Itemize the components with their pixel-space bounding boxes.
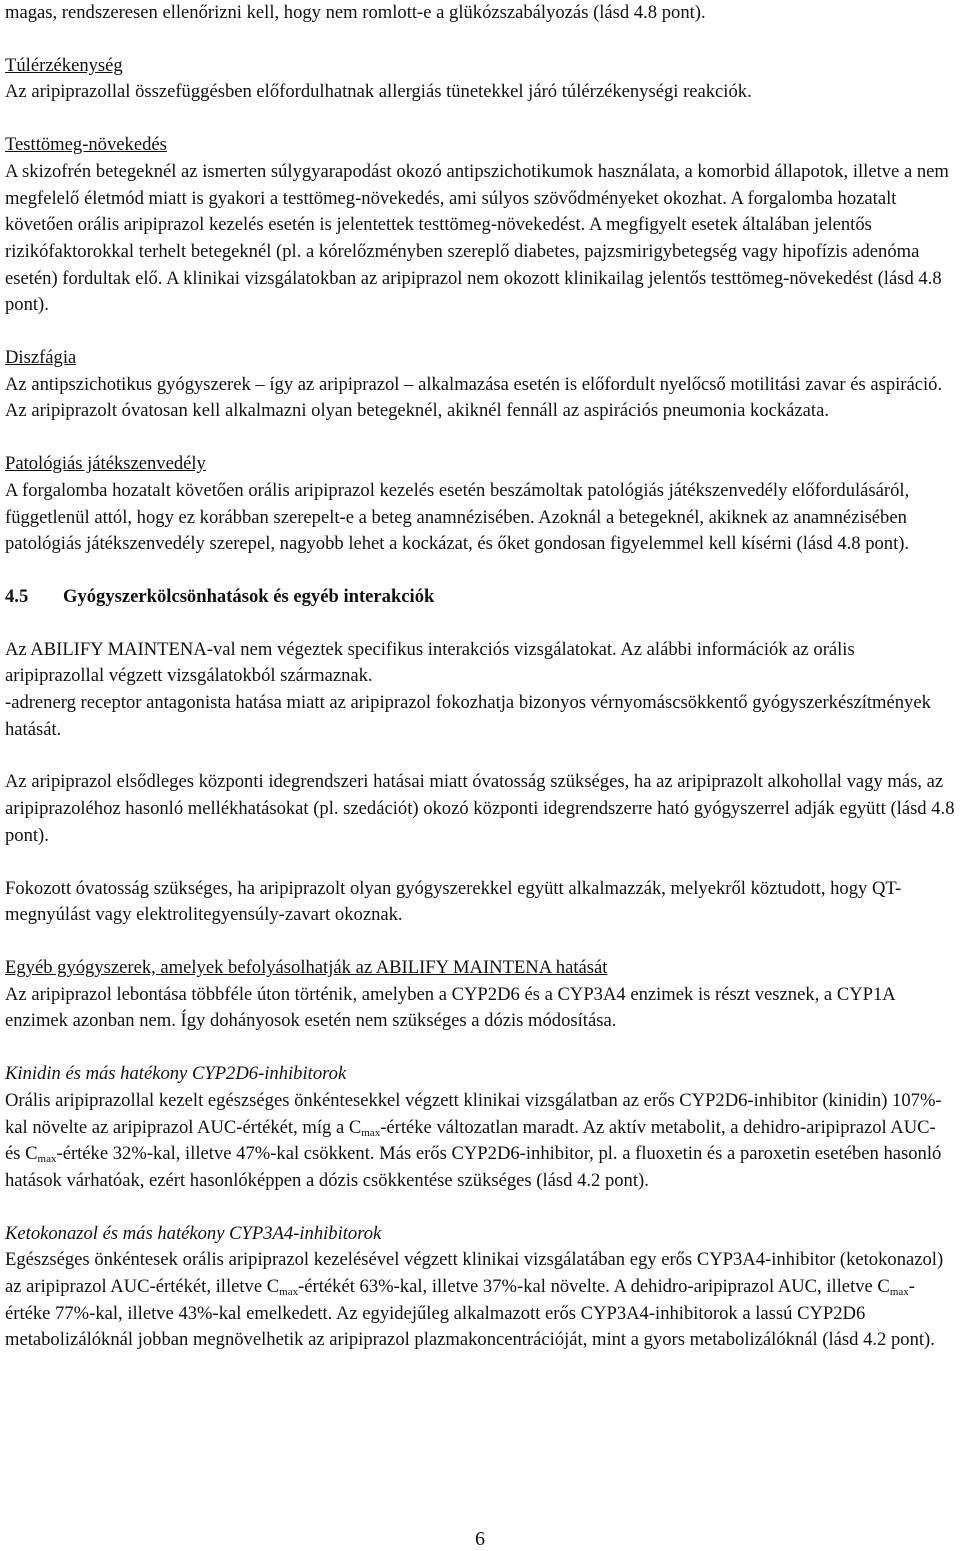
weight-gain-heading: Testtömeg-növekedés: [5, 134, 167, 156]
gambling-text: A forgalomba hozatalt követően orális aripiprazol kezelés esetén beszámoltak patológiás játékszenvedély előfordulásáról, függetlenül attól, hogy ez korábban szerepelt-e a beteg anamnézisében. Azoknál a betegeknél, akiknek az anamnézisében patológiás játékszenvedély szerepel, nagyobb lehet a kockázat, és őket gondosan figyelemmel kell kísérni (lásd 4.8 pont).: [5, 479, 910, 555]
ketoconazole-text: [5, 1247, 955, 1354]
kinidin-heading: Kinidin és más hatékony CYP2D6-inhibitorok: [5, 1063, 347, 1085]
hypersensitivity-text: Az aripiprazollal összefüggésben előfordulhatnak allergiás tünetekkel járó túlérzékenységi reakciók.: [5, 81, 752, 103]
kinidin-text-part-1: Orális aripiprazollal kezelt egészséges önkéntesekkel végzett klinikai vizsgálatban az erős CYP2D6-inhibitor (kinidin) 107%-kal növelte az aripiprazol AUC-értékét, míg a C: [5, 1089, 942, 1138]
cmax-subscript: max: [279, 1286, 299, 1299]
interaction-paragraph-2: Az aripiprazol elsődleges központi idegrendszeri hatásai miatt óvatosság szükséges, ha az aripiprazolt alkohollal vagy más, az aripiprazoléhoz hasonló mellékhatásokat (pl. szedációt) okozó központi idegrendszerre ható gyógyszerrel adják együtt (lásd 4.8 pont).: [5, 771, 955, 846]
page-number: 6: [475, 1528, 485, 1550]
section-title: Gyógyszerkölcsönhatások és egyéb interakciók: [63, 585, 435, 607]
other-drugs-heading: Egyéb gyógyszerek, amelyek befolyásolhatják az ABILIFY MAINTENA hatását: [5, 956, 608, 978]
keto-text-part-1: Egészséges önkéntesek orális aripiprazol kezelésével végzett klinikai vizsgálatában egy erős CYP3A4-inhibitor (ketokonazol) az aripiprazol AUC-értékét, illetve C: [5, 1249, 944, 1298]
dysphagia-heading: Diszfágia: [5, 347, 77, 369]
hypersensitivity-heading: Túlérzékenység: [5, 54, 123, 76]
section-number: 4.5: [5, 585, 29, 607]
section-heading: [5, 584, 955, 611]
top-line: magas, rendszeresen ellenőrizni kell, hogy nem romlott-e a glükózszabályozás (lásd 4.8 pont).: [5, 2, 706, 23]
keto-text-part-3: -értéke 77%-kal, illetve 43%-kal emelkedett. Az egyidejűleg alkalmazott erős CYP3A4-inhibitorok a lassú CYP2D6 metabolizálóknál jobban megnövelhetik az aripiprazol plazmakoncentrációját, mint a gyors metabolizálóknál (lásd 4.2 pont).: [5, 1276, 935, 1351]
kinidin-text-part-2: -értéke változatlan maradt. Az aktív metabolit, a dehidro-aripiprazol AUC- és C: [5, 1116, 936, 1165]
cmax-subscript: max: [361, 1126, 381, 1139]
keto-text-part-2: -értékét 63%-kal, illetve 37%-kal növelte. A dehidro-aripiprazol AUC, illetve C: [298, 1276, 890, 1298]
cmax-subscript: max: [889, 1286, 909, 1299]
ketoconazole-heading: Ketokonazol és más hatékony CYP3A4-inhibitorok: [5, 1222, 382, 1244]
kinidin-text-part-3: -értéke 32%-kal, illetve 47%-kal csökkent. Más erős CYP2D6-inhibitor, pl. a fluoxetin és a paroxetin esetében hasonló hatások várhatóak, ezért hasonlóképpen a dózis csökkentése szükséges (lásd 4.2 pont).: [5, 1143, 942, 1191]
interaction-paragraph-3: Fokozott óvatosság szükséges, ha aripiprazolt olyan gyógyszerekkel együtt alkalmazzák, melyekről köztudott, hogy QT-megnyúlást vagy elektrolitegyensúly-zavart okoznak.: [5, 877, 902, 926]
document-page: [5, 0, 955, 1354]
weight-gain-text: A skizofrén betegeknél az ismerten súlygyarapodást okozó antipszichotikumok használata, a komorbid állapotok, illetve a nem megfelelő életmód miatt is gyakori a testtömeg-növekedés, ami súlyos szövődményeket okozhat. A forgalomba hozatalt követően orális aripiprazol kezelés esetén is jelentettek testtömeg-növekedést. A megfigyelt esetek általában jelentős rizikófaktorokkal terhelt betegeknél (pl. a kórelőzményben szereplő diabetes, pajzsmirigybetegség vagy hipofízis adenóma esetén) fordultak elő. A klinikai vizsgálatokban az aripiprazol nem okozott klinikailag jelentős testtömeg-növekedést (lásd 4.8 pont).: [5, 160, 949, 316]
kinidin-text: [5, 1088, 955, 1195]
gambling-heading: Patológiás játékszenvedély: [5, 453, 206, 475]
cmax-subscript: max: [37, 1153, 57, 1166]
interaction-paragraph-1b: -adrenerg receptor antagonista hatása miatt az aripiprazol fokozhatja bizonyos vérnyomáscsökkentő gyógyszerkészítmények hatását.: [5, 692, 931, 740]
interaction-paragraph-1: Az ABILIFY MAINTENA-val nem végeztek specifikus interakciós vizsgálatokat. Az alábbi információk az orális aripiprazollal végzett vizsgálatokból származnak.: [5, 638, 855, 687]
other-drugs-text: Az aripiprazol lebontása többféle úton történik, amelyben a CYP2D6 és a CYP3A4 enzimek is részt vesznek, a CYP1A enzimek azonban nem. Így dohányosok esetén nem szükséges a dózis módosítása.: [5, 983, 895, 1032]
dysphagia-text: Az antipszichotikus gyógyszerek – így az aripiprazol – alkalmazása esetén is előfordult nyelőcső motilitási zavar és aspiráció. Az aripiprazolt óvatosan kell alkalmazni olyan betegeknél, akiknél fennáll az aspirációs pneumonia kockázata.: [5, 373, 943, 422]
